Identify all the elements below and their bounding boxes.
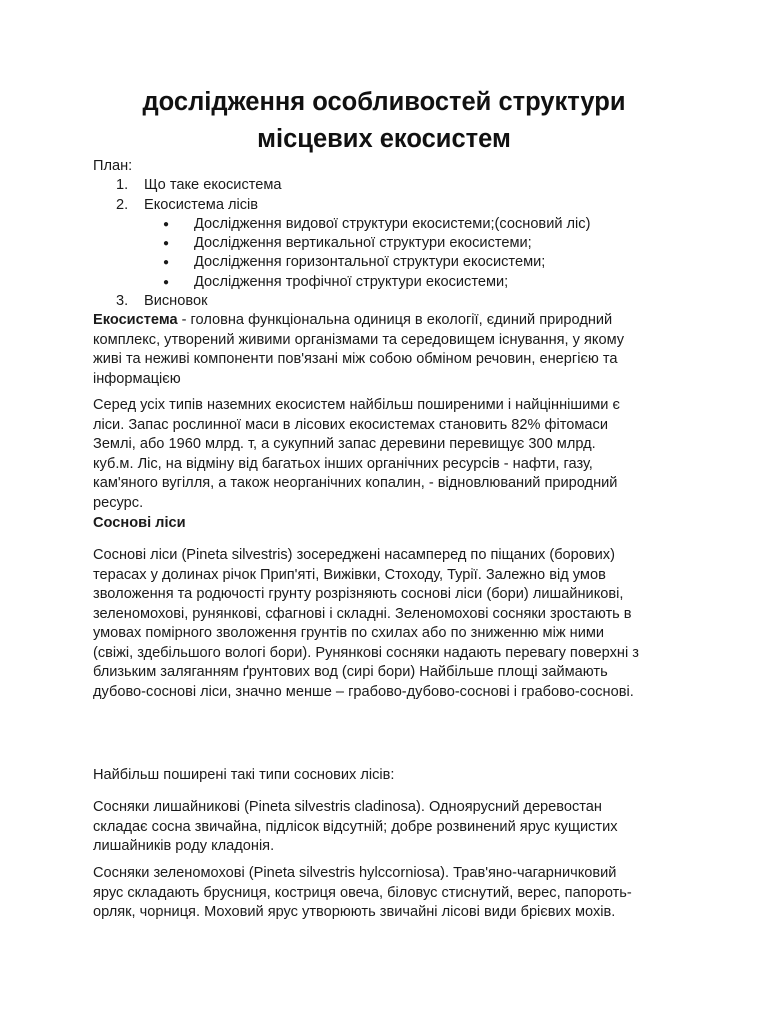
bullet-icon: ● [163, 219, 170, 230]
definition-term: Екосистема [93, 312, 178, 328]
types-intro: Найбільш поширені такі типи соснових лісів: [93, 767, 395, 783]
paragraph-line: Землі, або 1960 млрд. т, а сукупний запас деревини перевищує 300 млрд. [93, 436, 596, 452]
paragraph-line: близьким заляганням ґрунтових вод (сирі бори) Найбільше площі займають [93, 664, 608, 680]
title-line-2: місцевих екосистем [257, 125, 511, 153]
pine-paragraph [93, 546, 688, 702]
moss-paragraph [93, 864, 688, 923]
paragraph-line: ліси. Запас рослинної маси в лісових екосистемах становить 82% фітомаси [93, 416, 608, 433]
definition-line: інформацією [93, 370, 181, 387]
paragraph-line: лишайників роду кладонія. [93, 838, 275, 854]
forests-paragraph [93, 396, 688, 513]
paragraph-line: Серед усіх типів наземних екосистем найбільш поширеними і найціннішими є [93, 397, 620, 413]
paragraph-line: орляк, чорниця. Моховий ярус утворюють звичайні лісові види брієвих мохів. [93, 904, 616, 920]
plan-subitem-text: Дослідження трофічної структури екосистеми; [194, 274, 509, 290]
plan-item-text: Висновок [144, 293, 208, 309]
title-line-1: дослідження особливостей структури [142, 88, 626, 116]
paragraph-line: складає сосна звичайна, підлісок відсутній; добре розвинений ярус кущистих [93, 818, 618, 835]
paragraph-line: кам'яного вугілля, а також неорганічних копалин, - відновлюваний природний [93, 475, 618, 491]
paragraph-line: зеленомохові, рунянкові, сфагнові і складні. Зеленомохові сосняки зростають в [93, 605, 632, 622]
plan-subitem-text: Дослідження вертикальної структури екосистеми; [194, 235, 532, 251]
plan-subitem-text: Дослідження видової структури екосистеми;(сосновий ліс) [194, 216, 591, 232]
section-heading: Соснові ліси [93, 515, 186, 531]
paragraph-line: терасах у долинах річок Прип'яті, Вижівки, Стоходу, Турії. Залежно від умов [93, 566, 606, 583]
paragraph-line: Сосняки лишайникові (Pineta silvestris cladinosa). Одноярусний деревостан [93, 799, 602, 815]
paragraph-line: ярус складають брусниця, костриця овеча, біловус стиснутий, верес, папороть- [93, 884, 632, 901]
paragraph-line: (свіжі, здебільшого вологі бори). Рунянкові сосняки надають перевагу поверхні з [93, 644, 639, 661]
plan-label: План: [93, 158, 133, 174]
paragraph-line: зволоження та родючості грунту розрізняють соснові ліси (бори) лишайникові, [93, 586, 624, 602]
bullet-icon: ● [163, 257, 170, 268]
bullet-icon: ● [163, 238, 170, 249]
paragraph-line: Соснові ліси (Pineta silvestris) зосереджені насамперед по піщаних (борових) [93, 547, 615, 563]
plan-item-text: Що таке екосистема [144, 177, 282, 193]
plan-item-text: Екосистема лісів [144, 197, 259, 213]
plan-item-number: 3. [116, 293, 129, 309]
paragraph-line: умовах помірного зволоження грунтів по схилах або по зниженню між ними [93, 625, 605, 641]
definition-text: - головна функціональна одиниця в екології, єдиний природний [177, 312, 613, 328]
definition-line: комплекс, утворений живими організмами та середовищем існування, у якому [93, 331, 625, 348]
definition-line [93, 311, 688, 331]
plan-item-number: 1. [116, 177, 129, 193]
paragraph-line: ресурс. [93, 494, 144, 511]
definition-paragraph [93, 311, 688, 389]
document-title [60, 84, 708, 158]
paragraph-line: Сосняки зеленомохові (Pineta silvestris hylccorniosa). Трав'яно-чагарничковий [93, 865, 617, 881]
plan-item-number: 2. [116, 197, 129, 213]
lichen-paragraph [93, 798, 688, 857]
paragraph-line: дубово-соснові ліси, значно менше – грабово-дубово-соснові і грабово-соснові. [93, 683, 634, 700]
definition-line: живі та неживі компоненти пов'язані між собою обміном речовин, енергією та [93, 351, 618, 367]
paragraph-line: куб.м. Ліс, на відміну від багатьох інших органічних ресурсів - нафти, газу, [93, 455, 593, 472]
plan-subitem-text: Дослідження горизонтальної структури екосистеми; [194, 254, 546, 270]
bullet-icon: ● [163, 277, 170, 288]
